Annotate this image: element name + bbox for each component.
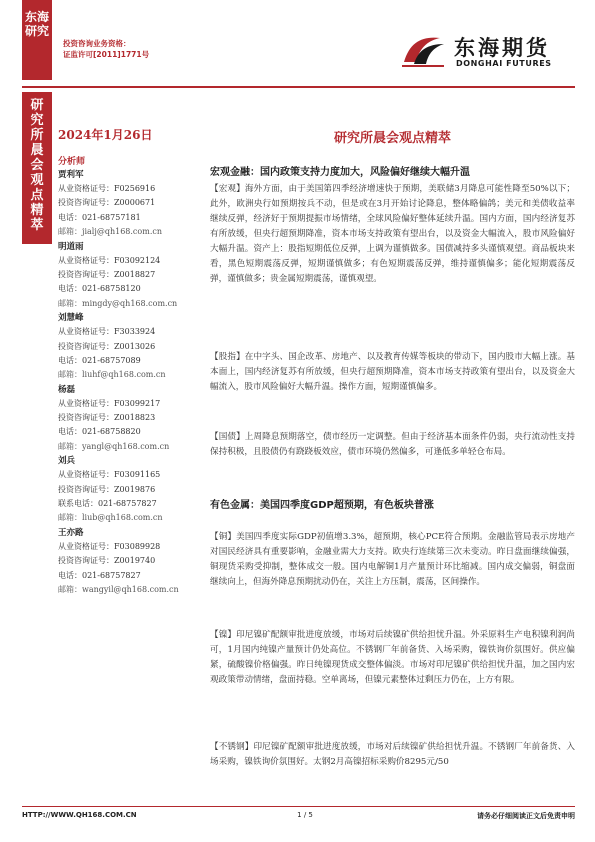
analyst-name: 刘慧峰 — [58, 313, 84, 324]
analyst-phone: 电话：021-68758120 — [58, 284, 141, 294]
analyst-cert: 从业资格证号：F03099217 — [58, 398, 161, 408]
paragraph-tag: 【不锈钢】 — [210, 742, 254, 752]
section-heading-macro: 宏观金融：国内政策支持力度加大，风险偏好继续大幅升温 — [210, 167, 470, 178]
side-tab-char: 所 — [30, 128, 44, 143]
qualification-line-2: 证监许可[2011]1771号 — [63, 50, 150, 59]
paragraph-tag: 【国债】 — [210, 432, 245, 442]
paragraph-nickel — [210, 628, 575, 688]
brand-tab-line-1: 东海 — [24, 10, 49, 24]
analyst-cert: 从业资格证号：F0256916 — [58, 184, 156, 193]
footer-website-link[interactable]: HTTP://WWW.QH168.COM.CN — [22, 811, 137, 819]
paragraph-tag: 【股指】 — [210, 352, 245, 362]
report-date: 2024年1月26日 — [58, 128, 153, 142]
analyst-card — [58, 526, 218, 598]
analyst-advisor-id: 投资咨询证号：Z0018827 — [58, 269, 156, 279]
analyst-name: 刘兵 — [58, 456, 76, 467]
analyst-name: 杨磊 — [58, 384, 76, 395]
paragraph-text: 上周降息预期落空，债市经历一定调整。但由于经济基本面条件仍弱，央行流动性支持保持积极，且股债仍有跷跷板效应，债市环境仍然偏多，可逢低多单轻仓布局。 — [210, 432, 575, 457]
qualification-note — [63, 38, 149, 60]
analyst-list — [58, 168, 218, 597]
analyst-email[interactable]: 邮箱：mingdy@qh168.com.cn — [58, 298, 178, 308]
analyst-card — [58, 240, 218, 312]
analyst-email[interactable]: 邮箱：yangl@qh168.com.cn — [58, 441, 170, 451]
side-tab-char: 精 — [30, 203, 44, 218]
paragraph-text: 在中字头、国企改革、房地产、以及教育传媒等板块的带动下，国内股市大幅上涨。基本面上，国内经济复苏有所放缓，但央行超预期降准，资本市场支持政策有望出台，以及资金大幅流入，股市风险偏好大幅升温。操作方面，短期谨慎偏多。 — [210, 352, 575, 392]
paragraph-tag: 【宏观】 — [210, 184, 245, 194]
analyst-email[interactable]: 邮箱：wangyil@qh168.com.cn — [58, 584, 179, 594]
analyst-phone: 电话：021-68758820 — [58, 427, 141, 437]
analyst-cert: 从业资格证号：F03092124 — [58, 255, 161, 265]
analyst-name: 明道雨 — [58, 241, 84, 252]
side-tab-char: 晨 — [30, 143, 44, 158]
analyst-card — [58, 383, 218, 455]
paragraph-text: 印尼镍矿配额审批进度放缓，市场对后续镍矿供给担忧升温。外采原料生产电积镍利润尚可，1月国内纯镍产量预计仍处高位。不锈钢厂年前备货、入场采购，镍铁询价氛围好。供应偏紧，硫酸镍价格偏强。昨日纯镍现货成交整体偏淡。市场对印尼镍矿供给担忧升温，加之国内宏观政策带动情绪，盘面持稳。空单离场，但镍元素整体过剩压力仍在，上方有限。 — [210, 630, 575, 685]
paragraph-bonds — [210, 430, 575, 460]
analyst-card — [58, 168, 218, 240]
analyst-email[interactable]: 邮箱：liub@qh168.com.cn — [58, 513, 163, 523]
analyst-cert: 从业资格证号：F3033924 — [58, 327, 156, 337]
analyst-email[interactable]: 邮箱：liuhf@qh168.com.cn — [58, 370, 166, 380]
paragraph-macro — [210, 182, 575, 287]
paragraph-copper — [210, 530, 575, 590]
side-tab-char: 点 — [30, 188, 44, 203]
analyst-advisor-id: 投资咨询证号：Z0000671 — [58, 198, 156, 208]
analyst-heading: 分析师 — [58, 157, 86, 167]
side-tab-char: 萃 — [30, 218, 44, 233]
paragraph-text: 印尼镍矿配额审批进度放缓，市场对后续镍矿供给担忧升温。不锈钢厂年前备货、入场采购，镍铁询价氛围好。太钢2月高镍招标采购价8295元/50 — [210, 742, 575, 767]
header-rule — [22, 86, 575, 88]
analyst-name: 贾利军 — [58, 170, 84, 180]
analyst-advisor-id: 投资咨询证号：Z0013026 — [58, 341, 156, 351]
side-tab-char: 会 — [30, 158, 44, 173]
paragraph-text: 海外方面，由于美国第四季经济增速快于预期，美联储3月降息可能性降至50%以下；此外，欧洲央行如预期按兵不动，但是或在3月开始讨论降息，整体略偏鸽；美元和美债收益率继续反弹，经济好于预期提振市场情绪，全球风险偏好整体延续升温。国内方面，国内经济复苏有所放缓，但央行超预期降准，资本市场支持政策有望出台，以及资金大幅流入，股市风险偏好大幅升温。资产上：股指短期低位反弹，上调为谨慎做多。国债减持多头谨慎观望。商品板块来看，黑色短期震荡反弹，短期谨慎做多；有色短期震荡反弹，维持谨慎偏多；能化短期震荡反弹，谨慎做多；贵金属短期震荡，谨慎观望。 — [210, 184, 575, 284]
paragraph-tag: 【镍】 — [210, 630, 237, 640]
paragraph-stainless-steel — [210, 740, 575, 770]
logo-english: DONGHAI FUTURES — [456, 59, 552, 68]
footer-disclaimer: 请务必仔细阅读正文后免责申明 — [477, 812, 575, 820]
paragraph-stock-index — [210, 350, 575, 395]
analyst-card — [58, 311, 218, 383]
analyst-cert: 从业资格证号：F03091165 — [58, 470, 161, 480]
analyst-phone: 电话：021-68757089 — [58, 355, 141, 365]
analyst-advisor-id: 投资咨询证号：Z0019876 — [58, 484, 156, 494]
report-title: 研究所晨会观点精萃 — [333, 131, 451, 146]
brand-tab — [22, 0, 52, 80]
section-heading-metals: 有色金属：美国四季度GDP超预期，有色板块普涨 — [210, 500, 434, 511]
analyst-card — [58, 454, 218, 526]
analyst-advisor-id: 投资咨询证号：Z0018823 — [58, 413, 156, 423]
side-tab-char: 研 — [30, 98, 44, 113]
side-tab-char: 究 — [30, 113, 44, 128]
paragraph-text: 美国四季度实际GDP初值增3.3%，超预期，核心PCE符合预期。金融监管局表示房地产对国民经济具有重要影响，金融业需大力支持。欧央行连续第三次未变动。昨日盘面继续偏强，铜现货采购受抑制，整体成交一般。国内电解铜1月产量预计环比缩减。国内成交偏弱，铜盘面继续向上，但海外降息预期扰动仍在，关注上方压制，震荡，区间操作。 — [210, 532, 575, 587]
side-tab — [22, 92, 52, 244]
logo-chinese: 东海期货 — [454, 36, 550, 60]
page-number: 1 / 5 — [297, 811, 313, 819]
side-tab-char: 观 — [30, 173, 44, 188]
analyst-advisor-id: 投资咨询证号：Z0019740 — [58, 556, 156, 566]
analyst-cert: 从业资格证号：F03089928 — [58, 541, 161, 551]
analyst-phone: 电话：021-68757181 — [58, 212, 141, 222]
analyst-phone: 电话：021-68757827 — [58, 570, 141, 580]
analyst-phone: 联系电话：021-68757827 — [58, 499, 157, 509]
qualification-line-1: 投资咨询业务资格： — [63, 39, 131, 48]
company-logo — [400, 26, 580, 76]
analyst-email[interactable]: 邮箱：jialj@qh168.com.cn — [58, 227, 162, 237]
analyst-name: 王亦路 — [58, 527, 84, 538]
footer-rule — [22, 806, 575, 807]
wave-logo-icon — [400, 32, 446, 68]
paragraph-tag: 【铜】 — [210, 532, 237, 542]
brand-tab-line-2: 研究 — [24, 24, 49, 38]
